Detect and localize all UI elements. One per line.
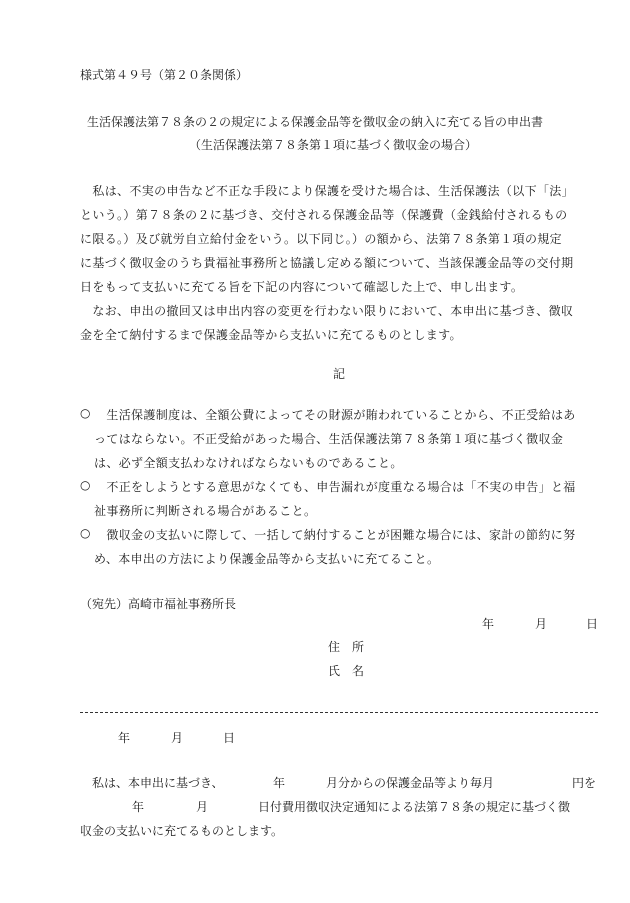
bullet-symbol: ○ bbox=[80, 478, 91, 492]
date-day-label: 日 bbox=[586, 617, 599, 631]
statement-text: 月分からの保護金品等より毎月 bbox=[326, 776, 495, 790]
cut-line bbox=[80, 712, 598, 713]
date-year-label: 年 bbox=[482, 617, 495, 631]
body-line: 私は、不実の申告など不正な手段により保護を受けた場合は、生活保護法（以下「法」 bbox=[80, 184, 575, 198]
bullet-symbol: ○ bbox=[80, 526, 91, 540]
statement-year: 年 bbox=[132, 800, 145, 814]
form-subtitle: （生活保護法第７８条第１項に基づく徴収金の場合） bbox=[188, 138, 477, 152]
statement-text: 私は、本申出に基づき、 bbox=[80, 776, 224, 790]
addressee: （宛先）高崎市福祉事務所長 bbox=[80, 597, 237, 611]
notice-line: 徴収金の支払いに際して、一括して納付することが困難な場合には、家計の節約に努 bbox=[94, 528, 576, 542]
body-line: に基づく徴収金のうち貴福祉事務所と協議し定める額について、当該保護金品等の交付期 bbox=[80, 256, 574, 270]
lower-date-month: 月 bbox=[171, 731, 184, 745]
bullet-symbol: ○ bbox=[80, 406, 91, 420]
statement-year: 年 bbox=[273, 776, 286, 790]
form-title: 生活保護法第７８条の２の規定による保護金品等を徴収金の納入に充てる旨の申出書 bbox=[86, 115, 543, 129]
notice-line: 生活保護制度は、全額公費によってその財源が賄われていることから、不正受給はあ bbox=[94, 408, 576, 422]
ki-heading: 記 bbox=[333, 367, 346, 381]
address-label: 住 所 bbox=[328, 640, 365, 654]
statement-text: 日付費用徴収決定通知による法第７８条の規定に基づく徴 bbox=[258, 800, 571, 814]
body-line: 金を全て納付するまで保護金品等から支払いに充てるものとします。 bbox=[80, 328, 462, 342]
name-label: 氏 名 bbox=[328, 664, 365, 678]
notice-line: め、本申出の方法により保護金品等から支払いに充てること。 bbox=[94, 552, 440, 566]
body-line: 日をもって支払いに充てる旨を下記の内容について確認した上で、申し出ます。 bbox=[80, 280, 524, 294]
lower-date-year: 年 bbox=[118, 731, 131, 745]
notice-line: は、必ず全額支払わなければならないものであること。 bbox=[94, 456, 403, 470]
lower-date-day: 日 bbox=[223, 731, 236, 745]
date-month-label: 月 bbox=[535, 617, 548, 631]
statement-text: 収金の支払いに充てるものとします。 bbox=[80, 824, 284, 838]
notice-line: ってはならない。不正受給があった場合、生活保護法第７８条第１項に基づく徴収金 bbox=[94, 432, 564, 446]
statement-month: 月 bbox=[196, 800, 209, 814]
statement-yen: 円を bbox=[572, 776, 597, 790]
notice-line: 祉事務所に判断される場合があること。 bbox=[94, 504, 317, 518]
form-number: 様式第４９号（第２０条関係） bbox=[80, 68, 249, 82]
notice-line: 不正をしようとする意思がなくても、申告漏れが度重なる場合は「不実の申告」と福 bbox=[94, 480, 576, 494]
body-line: なお、申出の撤回又は申出内容の変更を行わない限りにおいて、本申出に基づき、徴収 bbox=[80, 304, 574, 318]
body-line: という。）第７８条の２に基づき、交付される保護金品等（保護費（金銭給付されるもの bbox=[80, 208, 568, 222]
body-line: に限る。）及び就労自立給付金をいう。以下同じ。）の額から、法第７８条第１項の規定 bbox=[80, 232, 563, 246]
